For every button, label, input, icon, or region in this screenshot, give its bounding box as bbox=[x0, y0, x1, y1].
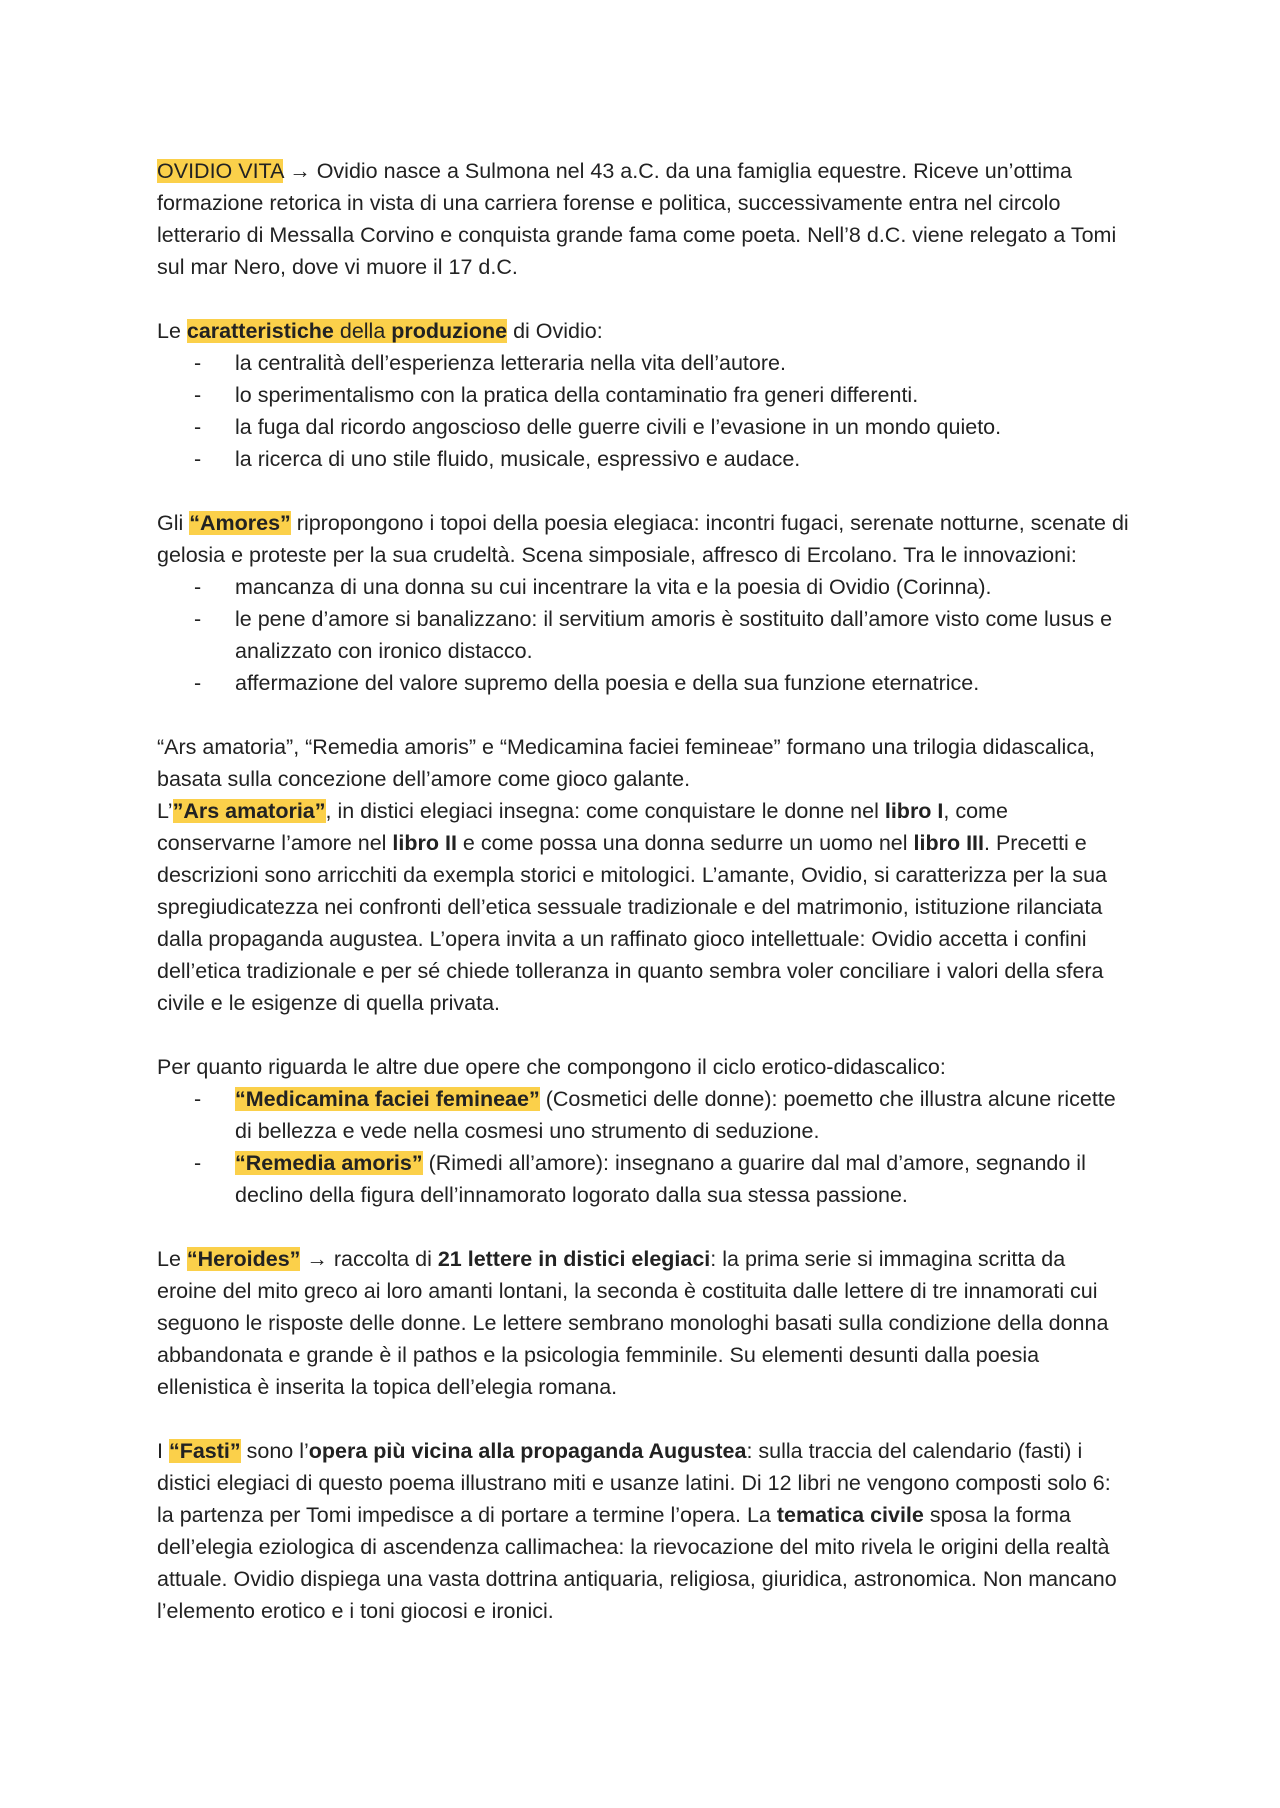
list-item: - le pene d’amore si banalizzano: il servitium amoris è sostituito dall’amore visto come lusus e analizzato con ironico distacco. bbox=[157, 603, 1130, 667]
highlight-fasti: “Fasti” bbox=[168, 1439, 241, 1463]
text-run: (Cosmetici delle donne): poemetto che illustra alcune ricette di bellezza e vede nella cosmesi uno strumento di seduzione. bbox=[235, 1087, 1116, 1143]
spacer bbox=[157, 1403, 1130, 1435]
highlight-ars-amatoria: ”Ars amatoria” bbox=[172, 799, 326, 823]
highlight-medicamina: “Medicamina faciei femineae” bbox=[235, 1087, 540, 1111]
text-run: ripropongono i topoi della poesia elegiaca: incontri fugaci, serenate notturne, scenate di gelosia e proteste per la sua crudeltà. Scena simposiale, affresco di Ercolano. Tra le innovazioni: bbox=[157, 511, 1129, 567]
text-run: sono l’ bbox=[240, 1439, 309, 1463]
spacer bbox=[157, 475, 1130, 507]
list-item-remedia bbox=[157, 1147, 1130, 1211]
list-caratteristiche bbox=[157, 347, 1130, 475]
list-innovazioni bbox=[157, 571, 1130, 699]
text-run: L’ bbox=[157, 799, 173, 823]
paragraph-vita bbox=[157, 155, 1130, 283]
bold-libro-iii: libro III bbox=[913, 831, 984, 855]
spacer bbox=[157, 1019, 1130, 1051]
spacer bbox=[157, 283, 1130, 315]
bold-21-lettere: 21 lettere in distici elegiaci bbox=[437, 1247, 711, 1271]
vita-text: → Ovidio nasce a Sulmona nel 43 a.C. da una famiglia equestre. Riceve un’ottima formazione retorica in vista di una carriera forense e politica, successivamente entra nel circolo letterario di Messalla Corvino e conquista grande fama come poeta. Nell’8 d.C. viene relegato a Tomi sul mar Nero, dove vi muore il 17 d.C. bbox=[157, 159, 1117, 279]
highlight-caratteristiche bbox=[187, 319, 507, 343]
paragraph-trilogia: “Ars amatoria”, “Remedia amoris” e “Medicamina faciei femineae” formano una trilogia didascalica, basata sulla concezione dell’amore come gioco galante. bbox=[157, 735, 1096, 791]
text-run: → raccolta di bbox=[300, 1247, 438, 1271]
highlight-heroides: “Heroides” bbox=[186, 1247, 301, 1271]
bold-produzione: produzione bbox=[391, 319, 508, 343]
highlight-ovidio-vita: OVIDIO VITA bbox=[157, 159, 284, 183]
bold-tematica-civile: tematica civile bbox=[776, 1503, 924, 1527]
bold-caratteristiche: caratteristiche bbox=[186, 319, 334, 343]
highlight-remedia: “Remedia amoris” bbox=[235, 1151, 423, 1175]
text-run: Gli bbox=[157, 511, 190, 535]
paragraph-amores bbox=[157, 507, 1130, 571]
text-run: di Ovidio: bbox=[507, 319, 603, 343]
list-opere bbox=[157, 1083, 1130, 1211]
list-item: - la ricerca di uno stile fluido, musicale, espressivo e audace. bbox=[157, 443, 1130, 475]
text-run: Le bbox=[157, 1247, 187, 1271]
list-item: - la fuga dal ricordo angoscioso delle guerre civili e l’evasione in un mondo quieto. bbox=[157, 411, 1130, 443]
bold-libro-i: libro I bbox=[884, 799, 944, 823]
text-run: , come conservarne l’amore nel bbox=[157, 799, 1008, 855]
paragraph-ciclo: Per quanto riguarda le altre due opere che compongono il ciclo erotico-didascalico: bbox=[157, 1055, 946, 1079]
text-run: sposa la forma dell’elegia eziologica di ascendenza callimachea: la rievocazione del mito rivela le origini della realtà attuale. Ovidio dispiega una vasta dottrina antiquaria, religiosa, giuridica, astronomica. Non mancano l’elemento erotico e i toni giocosi e ironici. bbox=[157, 1503, 1117, 1623]
spacer bbox=[157, 699, 1130, 731]
highlight-amores: “Amores” bbox=[189, 511, 291, 535]
paragraph-heroides bbox=[157, 1243, 1130, 1403]
text-run: della bbox=[333, 319, 392, 343]
text-run: , in distici elegiaci insegna: come conquistare le donne nel bbox=[325, 799, 885, 823]
text-run: Le bbox=[157, 319, 187, 343]
list-item: - mancanza di una donna su cui incentrare la vita e la poesia di Ovidio (Corinna). bbox=[157, 571, 1130, 603]
bold-opera-propaganda: opera più vicina alla propaganda Augustea bbox=[308, 1439, 747, 1463]
list-item: - lo sperimentalismo con la pratica della contaminatio fra generi differenti. bbox=[157, 379, 1130, 411]
spacer bbox=[157, 1211, 1130, 1243]
paragraph-ars-amatoria bbox=[157, 795, 1130, 1019]
text-run: (Rimedi all’amore): insegnano a guarire dal mal d’amore, segnando il declino della figura dell’innamorato logorato dalla sua stessa passione. bbox=[235, 1151, 1086, 1207]
text-run: e come possa una donna sedurre un uomo nel bbox=[456, 831, 914, 855]
text-run: I bbox=[157, 1439, 169, 1463]
list-item-medicamina bbox=[157, 1083, 1130, 1147]
list-item: - la centralità dell’esperienza letteraria nella vita dell’autore. bbox=[157, 347, 1130, 379]
text-run: : la prima serie si immagina scritta da eroine del mito greco ai loro amanti lontani, la seconda è costituita dalle lettere di tre innamorati cui seguono le risposte delle donne. Le lettere sembrano monologhi basati sulla condizione della donna abbandonata e grande è il pathos e la psicologia femminile. Su elementi desunti dalla poesia ellenistica è inserita la topica dell’elegia romana. bbox=[157, 1247, 1109, 1399]
bold-libro-ii: libro II bbox=[392, 831, 457, 855]
paragraph-caratteristiche bbox=[157, 315, 1130, 347]
list-item: - affermazione del valore supremo della poesia e della sua funzione eternatrice. bbox=[157, 667, 1130, 699]
text-run: : sulla traccia del calendario (fasti) i distici elegiaci di questo poema illustrano miti e usanze latini. Di 12 libri ne vengono composti solo 6: la partenza per Tomi impedisce a di portare a termine l’opera. La bbox=[157, 1439, 1111, 1527]
text-run: . Precetti e descrizioni sono arricchiti da exempla storici e mitologici. L’amante, Ovidio, si caratterizza per la sua spregiudicatezza nei confronti dell’etica sessuale tradizionale e del matrimonio, istituzione rilanciata dalla propaganda augustea. L’opera invita a un raffinato gioco intellettuale: Ovidio accetta i confini dell’etica tradizionale e per sé chiede tolleranza in quanto sembra voler conciliare i valori della sfera civile e le esigenze di quella privata. bbox=[157, 831, 1107, 1015]
paragraph-fasti bbox=[157, 1435, 1130, 1627]
